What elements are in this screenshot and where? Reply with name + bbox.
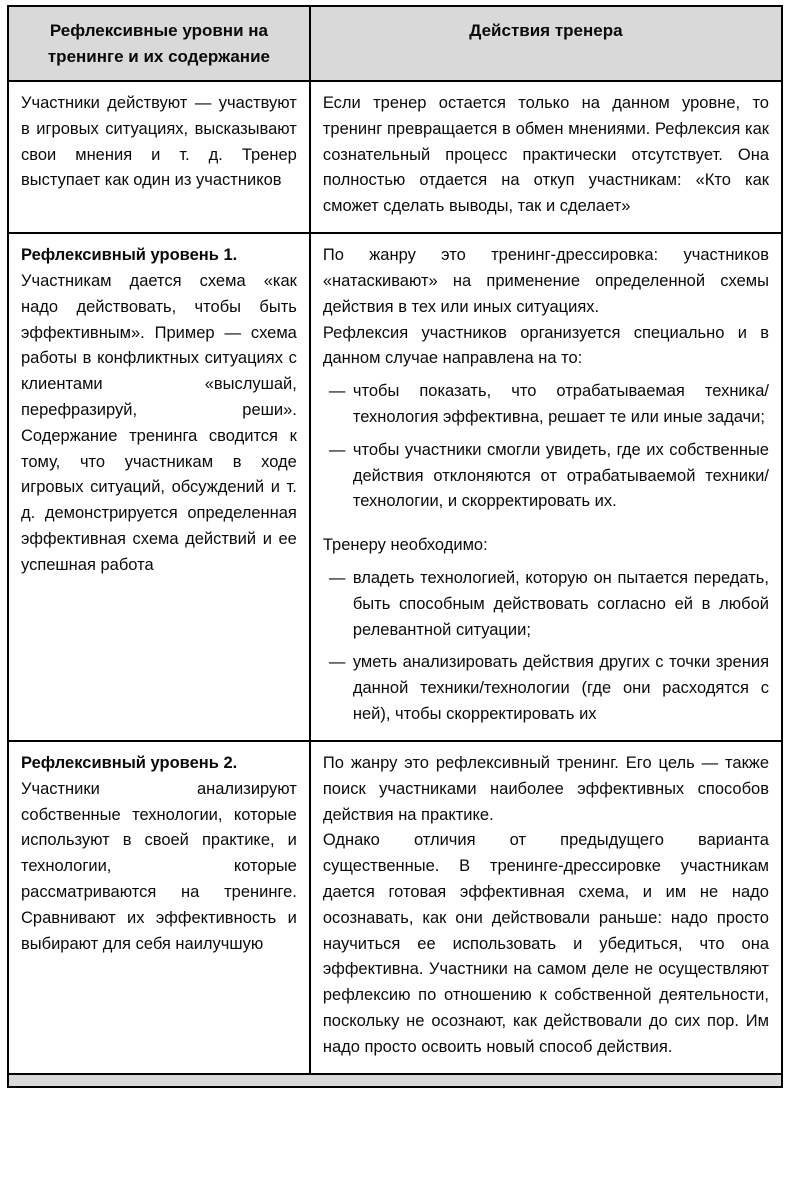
header-levels-column: Рефлексивные уровни на тренинге и их содержание: [8, 6, 310, 81]
table-row-level-1: [8, 233, 782, 741]
level-2-title: Рефлексивный уровень 2.: [21, 753, 238, 772]
level-0-description: Участники действуют — участвуют в игровых ситуациях, высказывают свои мнения и т. д. Тренер выступает как один из участников: [21, 94, 297, 190]
level-1-title: Рефлексивный уровень 1.: [21, 246, 238, 265]
list-item: [323, 379, 769, 431]
level-0-actions-cell: [310, 81, 782, 233]
list-item-text: чтобы участники смогли увидеть, где их собственные действия отклоняются от отрабатываемой техники/технологии, и скорректировать их.: [352, 440, 769, 511]
dash-marker: —: [328, 569, 346, 587]
level-0-content-cell: [8, 81, 310, 233]
level-0-actions-text: Если тренер остается только на данном уровне, то тренинг превращается в обмен мнениями. Рефлексия как сознательный процесс практически отсутствует. Она полностью отдается на откуп участникам: «Кто как сможет сделать выводы, так и сделает»: [322, 94, 769, 216]
level-2-actions-cell: [310, 741, 782, 1074]
level-1-reflection-intro: Рефлексия участников организуется специально и в данном случае направлена на то:: [322, 323, 769, 368]
table-row-level-2: [8, 741, 782, 1074]
level-2-actions-intro: По жанру это рефлексивный тренинг. Его цель — также поиск участниками наиболее эффективных способов действия на практике.: [322, 753, 769, 824]
level-1-content-cell: [8, 233, 310, 741]
trainer-needs-label: Тренеру необходимо:: [322, 536, 488, 555]
table-row-level-0: [8, 81, 782, 233]
header-row: [8, 6, 782, 81]
level-2-actions-details: Однако отличия от предыдущего варианта существенные. В тренинге-дрессировке участникам дается готовая эффективная схема, и им не надо осознавать, как они действовали раньше: надо просто научиться ее использовать и убедиться, что она эффективна. Участники на самом деле не осуществляют рефлексию по отношению к собственной деятельности, поскольку не осознают, как действовали до сих пор. Им надо просто освоить новый способ действия.: [322, 831, 769, 1056]
list-item-text: владеть технологией, которую он пытается передать, быть способным действовать согласно ей в любой релевантной ситуации;: [352, 569, 769, 639]
level-2-content-cell: [8, 741, 310, 1074]
dash-marker: —: [328, 382, 346, 401]
dash-marker: —: [328, 653, 346, 672]
level-1-actions-cell: [310, 233, 782, 741]
list-item-text: чтобы показать, что отрабатываемая техника/технология эффективна, решает те или иные задачи;: [352, 382, 769, 426]
level-1-actions-intro: По жанру это тренинг-дрессировка: участников «натаскивают» на применение определенной схемы действия в тех или иных ситуациях.: [322, 246, 769, 316]
list-item-text: уметь анализировать действия других с точки зрения данной техники/технологии (где они расходятся с ней), чтобы скорректировать их: [352, 653, 769, 724]
level-2-description: Участники анализируют собственные технологии, которые используют в своей практике, и технологии, которые рассматриваются на тренинге. Сравнивают их эффективность и выбирают для себя наилучшую: [21, 779, 297, 953]
level-1-description: Участникам дается схема «как надо действовать, чтобы быть эффективным». Пример — схема работы в конфликтных ситуациях с клиентами «выслушай, перефразируй, реши». Содержание тренинга сводится к тому, что участникам в ходе игровых ситуаций, обсуждений и т. д. демонстрируется определенная эффективная схема действий и ее успешная работа: [21, 271, 297, 574]
cut-off-gray-row: [8, 1074, 782, 1087]
reflexive-levels-table: [7, 5, 783, 1088]
list-item: [323, 650, 769, 727]
header-actions-column: Действия тренера: [310, 6, 782, 81]
list-item: [323, 438, 769, 515]
dash-marker: —: [328, 440, 346, 459]
next-row-partial: [8, 1074, 782, 1087]
list-item: [323, 566, 769, 643]
